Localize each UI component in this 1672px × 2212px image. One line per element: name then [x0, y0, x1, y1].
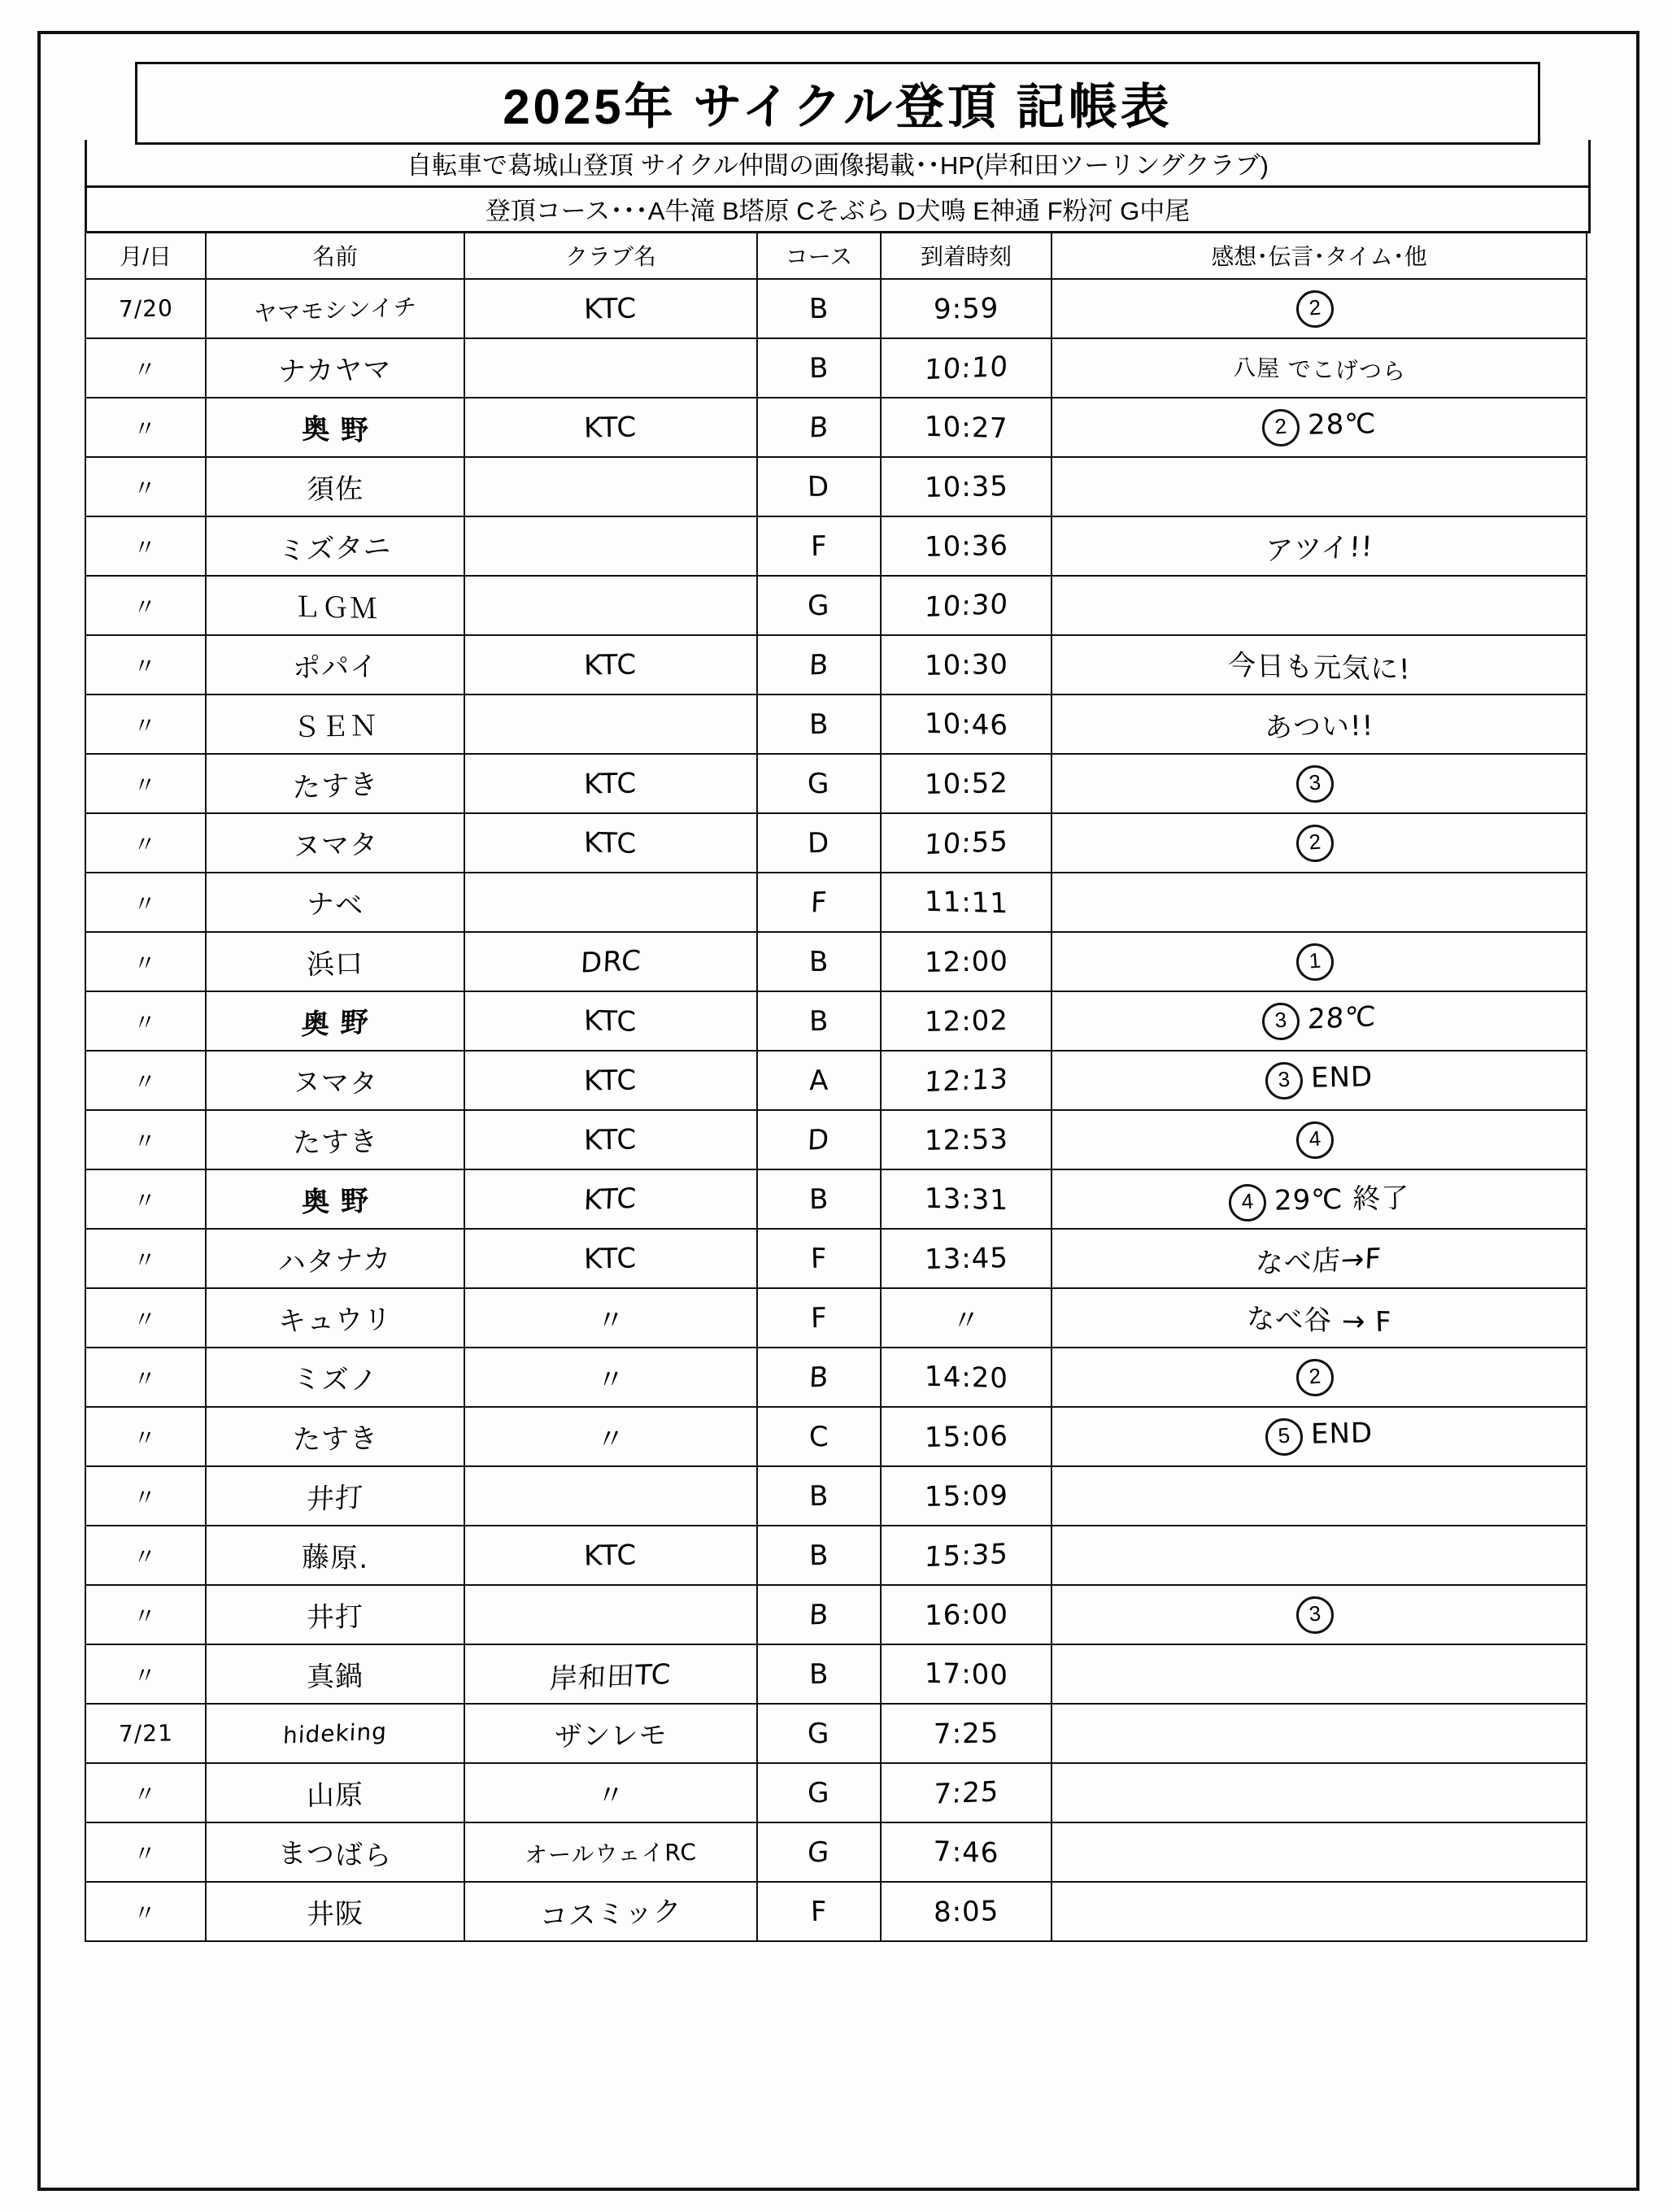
- cell-date: 〃: [85, 516, 206, 576]
- cell-name: ナベ: [206, 873, 464, 932]
- cell-course: B: [757, 635, 881, 695]
- column-header-course: コース: [757, 232, 881, 279]
- table-row: [85, 338, 1587, 398]
- cell-note: [1052, 1110, 1587, 1169]
- column-header-date: 月/日: [85, 232, 206, 279]
- cell-note: [1052, 1229, 1587, 1288]
- cell-note: [1052, 1763, 1587, 1822]
- cell-date: 〃: [85, 576, 206, 635]
- cell-course: C: [757, 1407, 881, 1466]
- cell-club: [464, 873, 757, 932]
- cell-club: [464, 516, 757, 576]
- cell-course: B: [757, 1526, 881, 1585]
- cell-date: 〃: [85, 1288, 206, 1348]
- cell-course: G: [757, 1704, 881, 1763]
- cell-date: 〃: [85, 1110, 206, 1169]
- cell-note: [1052, 1822, 1587, 1882]
- cell-name: キュウリ: [206, 1288, 464, 1348]
- cell-time: 8:05: [881, 1882, 1052, 1941]
- cell-name: たすき: [206, 1110, 464, 1169]
- cell-time: 10:55: [881, 813, 1052, 873]
- table-row: [85, 1585, 1587, 1644]
- table-row: [85, 932, 1587, 991]
- cell-date: 〃: [85, 932, 206, 991]
- cell-course: B: [757, 398, 881, 457]
- cell-club: オールウェイRC: [464, 1822, 757, 1882]
- cell-time: 16:00: [881, 1585, 1052, 1644]
- circled-count-badge: 3: [1261, 1001, 1300, 1041]
- cell-date: 〃: [85, 1407, 206, 1466]
- cell-course: F: [757, 1288, 881, 1348]
- cell-club: 〃: [464, 1288, 757, 1348]
- cell-name: 奥 野: [206, 991, 464, 1051]
- cell-note: [1052, 991, 1587, 1051]
- table-row: [85, 873, 1587, 932]
- cell-date: 〃: [85, 1051, 206, 1110]
- cell-date: 〃: [85, 695, 206, 754]
- cell-club: ザンレモ: [464, 1704, 757, 1763]
- cell-note: [1052, 457, 1587, 516]
- table-row: [85, 1763, 1587, 1822]
- table-row: [85, 1229, 1587, 1288]
- page-content: [52, 44, 1618, 2171]
- cell-course: B: [757, 991, 881, 1051]
- cell-note: [1052, 576, 1587, 635]
- table-header-row: [85, 232, 1587, 279]
- cell-name: 奥 野: [206, 1169, 464, 1229]
- cell-note: [1052, 1526, 1587, 1585]
- cell-date: 〃: [85, 1585, 206, 1644]
- cell-time: 7:25: [881, 1763, 1052, 1822]
- cell-course: B: [757, 1585, 881, 1644]
- cell-date: 〃: [85, 1822, 206, 1882]
- table-row: [85, 635, 1587, 695]
- cell-note: [1052, 516, 1587, 576]
- table-row: [85, 1882, 1587, 1941]
- course-legend: [85, 185, 1591, 233]
- circled-count-badge: 4: [1227, 1182, 1267, 1222]
- cell-name: hideking: [206, 1704, 464, 1763]
- cell-note: [1052, 635, 1587, 695]
- cell-note: [1052, 1407, 1587, 1466]
- cell-time: 12:00: [881, 932, 1052, 991]
- cell-course: F: [757, 516, 881, 576]
- cell-club: [464, 1585, 757, 1644]
- cell-time: 15:06: [881, 1407, 1052, 1466]
- cell-club: KTC: [464, 1051, 757, 1110]
- note-text: END: [1310, 1417, 1374, 1451]
- table-row: [85, 457, 1587, 516]
- cell-name: 奥 野: [206, 398, 464, 457]
- cell-time: 11:11: [881, 873, 1052, 932]
- cell-club: [464, 1466, 757, 1526]
- cell-club: KTC: [464, 813, 757, 873]
- circled-count-badge: 5: [1264, 1417, 1304, 1457]
- note-text: アツイ!!: [1264, 530, 1374, 568]
- table-row: [85, 1644, 1587, 1704]
- column-header-time: 到着時刻: [881, 232, 1052, 279]
- cell-name: たすき: [206, 1407, 464, 1466]
- cell-note: [1052, 932, 1587, 991]
- cell-course: B: [757, 1348, 881, 1407]
- cell-club: 〃: [464, 1348, 757, 1407]
- cell-course: A: [757, 1051, 881, 1110]
- circled-count-badge: 3: [1264, 1060, 1304, 1100]
- cell-course: F: [757, 873, 881, 932]
- cell-time: 9:59: [881, 279, 1052, 338]
- note-text: 28℃: [1306, 1000, 1378, 1036]
- cell-time: 15:35: [881, 1526, 1052, 1585]
- cell-course: F: [757, 1229, 881, 1288]
- cell-course: B: [757, 1644, 881, 1704]
- cell-date: 〃: [85, 1526, 206, 1585]
- cell-date: 〃: [85, 398, 206, 457]
- cell-course: B: [757, 695, 881, 754]
- circled-count-badge: 2: [1295, 1357, 1335, 1397]
- page-title-text: 2025年 サイクル登頂 記帳表: [503, 80, 1173, 134]
- table-row: [85, 1051, 1587, 1110]
- cell-note: [1052, 1466, 1587, 1526]
- cell-club: KTC: [464, 754, 757, 813]
- cell-name: 真鍋: [206, 1644, 464, 1704]
- table-row: [85, 1407, 1587, 1466]
- circled-count-badge: 2: [1295, 289, 1335, 329]
- cell-name: 井阪: [206, 1882, 464, 1941]
- cell-time: 13:45: [881, 1229, 1052, 1288]
- table-row: [85, 813, 1587, 873]
- cell-note: [1052, 279, 1587, 338]
- cell-note: [1052, 873, 1587, 932]
- cell-time: 12:13: [881, 1051, 1052, 1110]
- cell-club: [464, 338, 757, 398]
- cell-course: B: [757, 1466, 881, 1526]
- cell-time: 13:31: [881, 1169, 1052, 1229]
- cell-club: 〃: [464, 1763, 757, 1822]
- note-text: 八屋 でこげつら: [1232, 353, 1406, 385]
- cell-date: 〃: [85, 457, 206, 516]
- circled-count-badge: 1: [1295, 942, 1335, 982]
- cell-date: 〃: [85, 1229, 206, 1288]
- cell-time: 10:35: [881, 457, 1052, 516]
- cell-time: 10:10: [881, 338, 1052, 398]
- circled-count-badge: 4: [1295, 1120, 1335, 1160]
- cell-course: B: [757, 338, 881, 398]
- cell-course: D: [757, 813, 881, 873]
- cell-time: 17:00: [881, 1644, 1052, 1704]
- cell-course: G: [757, 1822, 881, 1882]
- cell-name: ＬＧＭ: [206, 576, 464, 635]
- note-text: なべ店→F: [1255, 1242, 1383, 1281]
- cell-date: 〃: [85, 1169, 206, 1229]
- log-table-container: [85, 231, 1586, 1942]
- cell-date: 〃: [85, 1763, 206, 1822]
- cell-note: [1052, 1051, 1587, 1110]
- table-row: [85, 695, 1587, 754]
- cell-time: 10:46: [881, 695, 1052, 754]
- cell-time: 14:20: [881, 1348, 1052, 1407]
- cell-time: 10:30: [881, 576, 1052, 635]
- cell-date: 〃: [85, 1644, 206, 1704]
- cell-name: 井打: [206, 1585, 464, 1644]
- cell-date: 〃: [85, 813, 206, 873]
- note-text: END: [1310, 1060, 1374, 1095]
- note-text: 28℃: [1307, 407, 1377, 442]
- cell-date: 〃: [85, 873, 206, 932]
- cell-course: G: [757, 1763, 881, 1822]
- circled-count-badge: 3: [1295, 1595, 1335, 1635]
- circled-count-badge: 2: [1295, 823, 1335, 863]
- cell-club: KTC: [464, 279, 757, 338]
- cell-name: まつばら: [206, 1822, 464, 1882]
- circled-count-badge: 2: [1261, 407, 1300, 447]
- cell-note: [1052, 1288, 1587, 1348]
- cell-club: KTC: [464, 1526, 757, 1585]
- table-row: [85, 1526, 1587, 1585]
- cell-note: [1052, 338, 1587, 398]
- cell-note: [1052, 398, 1587, 457]
- table-row: [85, 754, 1587, 813]
- cell-time: 12:02: [881, 991, 1052, 1051]
- table-row: [85, 1704, 1587, 1763]
- cell-course: D: [757, 457, 881, 516]
- cell-note: [1052, 1704, 1587, 1763]
- cell-name: ポパイ: [206, 635, 464, 695]
- cell-date: 〃: [85, 1466, 206, 1526]
- note-text: あつい!!: [1264, 709, 1374, 745]
- cell-date: 〃: [85, 338, 206, 398]
- cell-name: 浜口: [206, 932, 464, 991]
- cell-time: 15:09: [881, 1466, 1052, 1526]
- table-row: [85, 1110, 1587, 1169]
- cell-note: [1052, 1644, 1587, 1704]
- subtitle-text: 自転車で葛城山登頂 サイクル仲間の画像掲載･･HP(岸和田ツーリングクラブ): [407, 150, 1269, 180]
- cell-club: KTC: [464, 635, 757, 695]
- cell-time: 10:36: [881, 516, 1052, 576]
- cell-club: 岸和田TC: [464, 1644, 757, 1704]
- table-row: [85, 279, 1587, 338]
- table-row: [85, 576, 1587, 635]
- cell-name: 山原: [206, 1763, 464, 1822]
- column-header-name: 名前: [206, 232, 464, 279]
- cell-time: 7:46: [881, 1822, 1052, 1882]
- cell-course: B: [757, 932, 881, 991]
- cell-note: [1052, 813, 1587, 873]
- cell-name: ＳＥＮ: [206, 695, 464, 754]
- cell-time: 7:25: [881, 1704, 1052, 1763]
- cell-name: ナカヤマ: [206, 338, 464, 398]
- table-row: [85, 516, 1587, 576]
- log-table-body: [85, 279, 1587, 1941]
- cell-time: 〃: [881, 1288, 1052, 1348]
- cell-note: [1052, 695, 1587, 754]
- cell-club: KTC: [464, 398, 757, 457]
- cell-note: [1052, 1169, 1587, 1229]
- subtitle: [85, 140, 1591, 188]
- cell-course: G: [757, 576, 881, 635]
- cell-name: ヤマモシンイチ: [206, 279, 464, 338]
- course-legend-text: 登頂コース･･･A牛滝 B塔原 Cそぶら D犬鳴 E神通 F粉河 G中尾: [485, 196, 1191, 225]
- cell-date: 7/21: [85, 1704, 206, 1763]
- cell-name: 井打: [206, 1466, 464, 1526]
- cell-note: [1052, 754, 1587, 813]
- cell-course: D: [757, 1110, 881, 1169]
- cell-note: [1052, 1882, 1587, 1941]
- cell-date: 〃: [85, 991, 206, 1051]
- cell-course: G: [757, 754, 881, 813]
- table-row: [85, 1169, 1587, 1229]
- cell-club: KTC: [464, 1110, 757, 1169]
- cell-time: 10:52: [881, 754, 1052, 813]
- cell-name: 藤原.: [206, 1526, 464, 1585]
- log-table: [85, 231, 1587, 1942]
- cell-course: F: [757, 1882, 881, 1941]
- note-text: 29℃ 終了: [1274, 1182, 1410, 1217]
- column-header-note: 感想･伝言･タイム･他: [1052, 232, 1587, 279]
- cell-note: [1052, 1348, 1587, 1407]
- cell-date: 〃: [85, 1348, 206, 1407]
- page-title: [135, 62, 1540, 145]
- cell-date: 〃: [85, 754, 206, 813]
- cell-note: [1052, 1585, 1587, 1644]
- cell-club: コスミック: [464, 1882, 757, 1941]
- cell-course: B: [757, 279, 881, 338]
- cell-club: [464, 695, 757, 754]
- cell-name: ミズタニ: [206, 516, 464, 576]
- cell-club: [464, 576, 757, 635]
- table-row: [85, 398, 1587, 457]
- table-row: [85, 1466, 1587, 1526]
- cell-club: KTC: [464, 991, 757, 1051]
- cell-club: KTC: [464, 1229, 757, 1288]
- note-text: なべ谷 → F: [1246, 1302, 1392, 1339]
- cell-club: DRC: [464, 932, 757, 991]
- note-text: 今日も元気に!: [1227, 649, 1411, 686]
- cell-date: 〃: [85, 635, 206, 695]
- table-row: [85, 1288, 1587, 1348]
- cell-date: 7/20: [85, 279, 206, 338]
- cell-name: ミズノ: [206, 1348, 464, 1407]
- cell-course: B: [757, 1169, 881, 1229]
- cell-name: ヌマタ: [206, 813, 464, 873]
- cell-time: 12:53: [881, 1110, 1052, 1169]
- cell-club: [464, 457, 757, 516]
- column-header-club: クラブ名: [464, 232, 757, 279]
- table-row: [85, 1822, 1587, 1882]
- cell-name: ハタナカ: [206, 1229, 464, 1288]
- cell-time: 10:30: [881, 635, 1052, 695]
- cell-date: 〃: [85, 1882, 206, 1941]
- table-row: [85, 1348, 1587, 1407]
- circled-count-badge: 3: [1295, 764, 1335, 803]
- table-row: [85, 991, 1587, 1051]
- cell-club: 〃: [464, 1407, 757, 1466]
- cell-name: 須佐: [206, 457, 464, 516]
- cell-name: ヌマタ: [206, 1051, 464, 1110]
- cell-time: 10:27: [881, 398, 1052, 457]
- cell-club: KTC: [464, 1169, 757, 1229]
- cell-name: たすき: [206, 754, 464, 813]
